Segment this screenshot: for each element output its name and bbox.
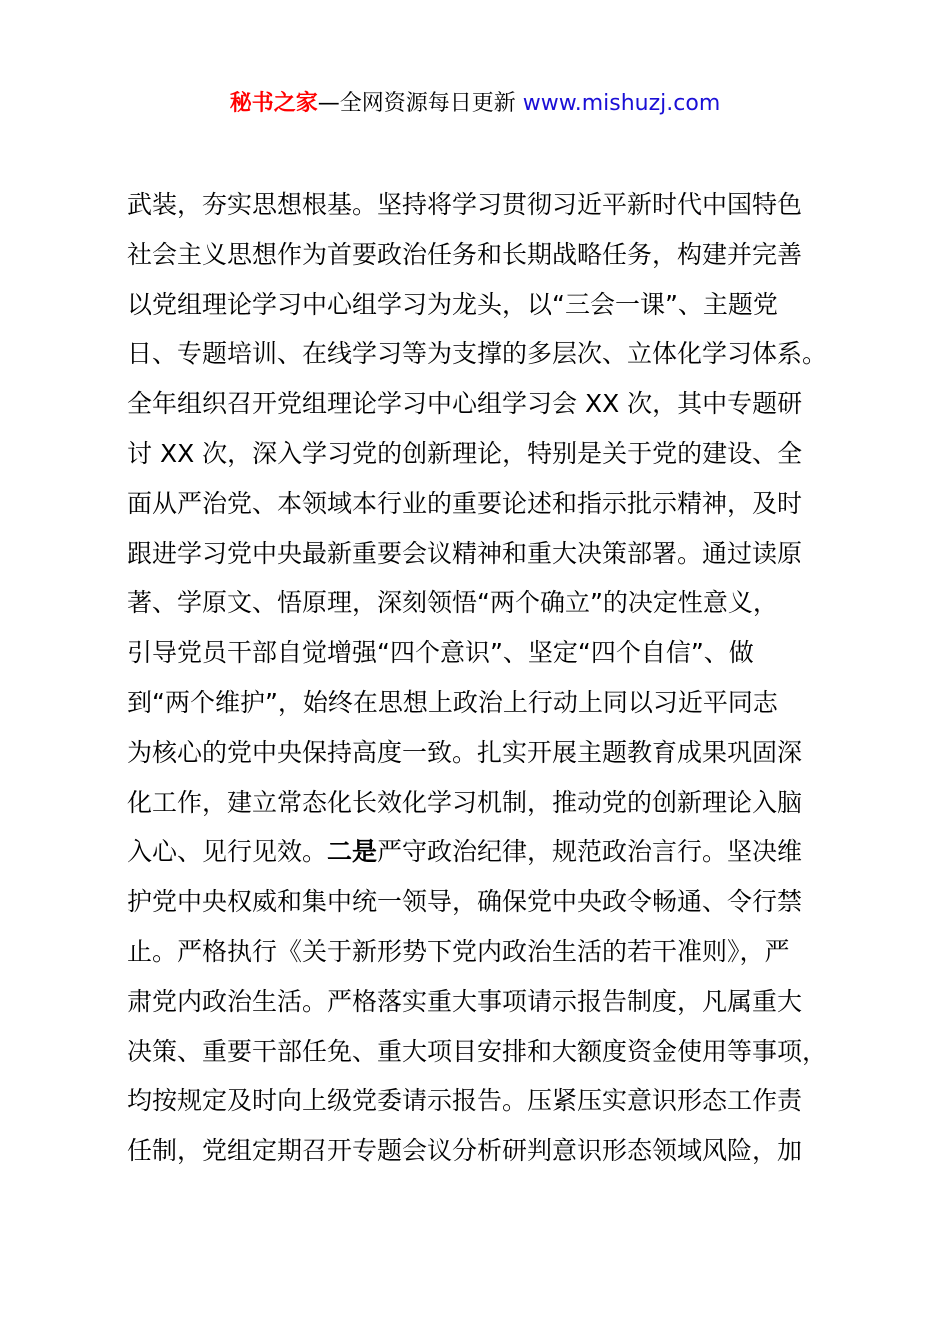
text-line: 全年组织召开党组理论学习中心组学习会 XX 次，其中专题研 <box>127 389 803 419</box>
text-line: 到“两个维护”，始终在思想上政治上行动上同以习近平同志 <box>127 687 778 717</box>
document-body <box>127 180 837 1176</box>
text-line: 日、专题培训、在线学习等为支撑的多层次、立体化学习体系。 <box>127 339 828 369</box>
text-line: 化工作，建立常态化长效化学习机制，推动党的创新理论入脑 <box>127 787 803 817</box>
text-line: 肃党内政治生活。严格落实重大事项请示报告制度，凡属重大 <box>127 986 803 1016</box>
text-line: 均按规定及时向上级党委请示报告。压紧压实意识形态工作责 <box>127 1086 803 1116</box>
header-tagline: —全网资源每日更新 <box>317 91 523 116</box>
text-line: 决策、重要干部任免、重大项目安排和大额度资金使用等事项， <box>127 1036 828 1066</box>
text-line: 武装，夯实思想根基。坚持将学习贯彻习近平新时代中国特色 <box>127 190 803 219</box>
text-line: 著、学原文、悟原理，深刻领悟“两个确立”的决定性意义， <box>127 588 778 618</box>
text-line: 任制，党组定期召开专题会议分析研判意识形态领域风险，加 <box>127 1136 803 1166</box>
text-line: 引导党员干部自觉增强“四个意识”、坚定“四个自信”、做 <box>127 638 754 668</box>
site-url-link[interactable]: www.mishuzj.com <box>522 91 721 116</box>
text-line: 面从严治党、本领域本行业的重要论述和指示批示精神，及时 <box>127 488 803 518</box>
section-marker: 二是 <box>327 837 378 867</box>
text-line: 讨 XX 次，深入学习党的创新理论，特别是关于党的建设、全 <box>127 438 803 468</box>
text-line: 为核心的党中央保持高度一致。扎实开展主题教育成果巩固深 <box>127 737 803 767</box>
text-line: 社会主义思想作为首要政治任务和长期战略任务，构建并完善 <box>127 239 803 269</box>
text-line: 入心、见行见效。二是严守政治纪律，规范政治言行。坚决维 <box>127 837 803 867</box>
text-line: 护党中央权威和集中统一领导，确保党中央政令畅通、令行禁 <box>127 887 803 917</box>
text-line: 以党组理论学习中心组学习为龙头，以“三会一课”、主题党 <box>127 289 778 319</box>
page-header <box>0 86 950 122</box>
text-line: 止。严格执行《关于新形势下党内政治生活的若干准则》，严 <box>127 936 790 966</box>
text-line: 跟进学习党中央最新重要会议精神和重大决策部署。通过读原 <box>127 538 803 568</box>
brand-name: 秘书之家 <box>229 91 318 116</box>
